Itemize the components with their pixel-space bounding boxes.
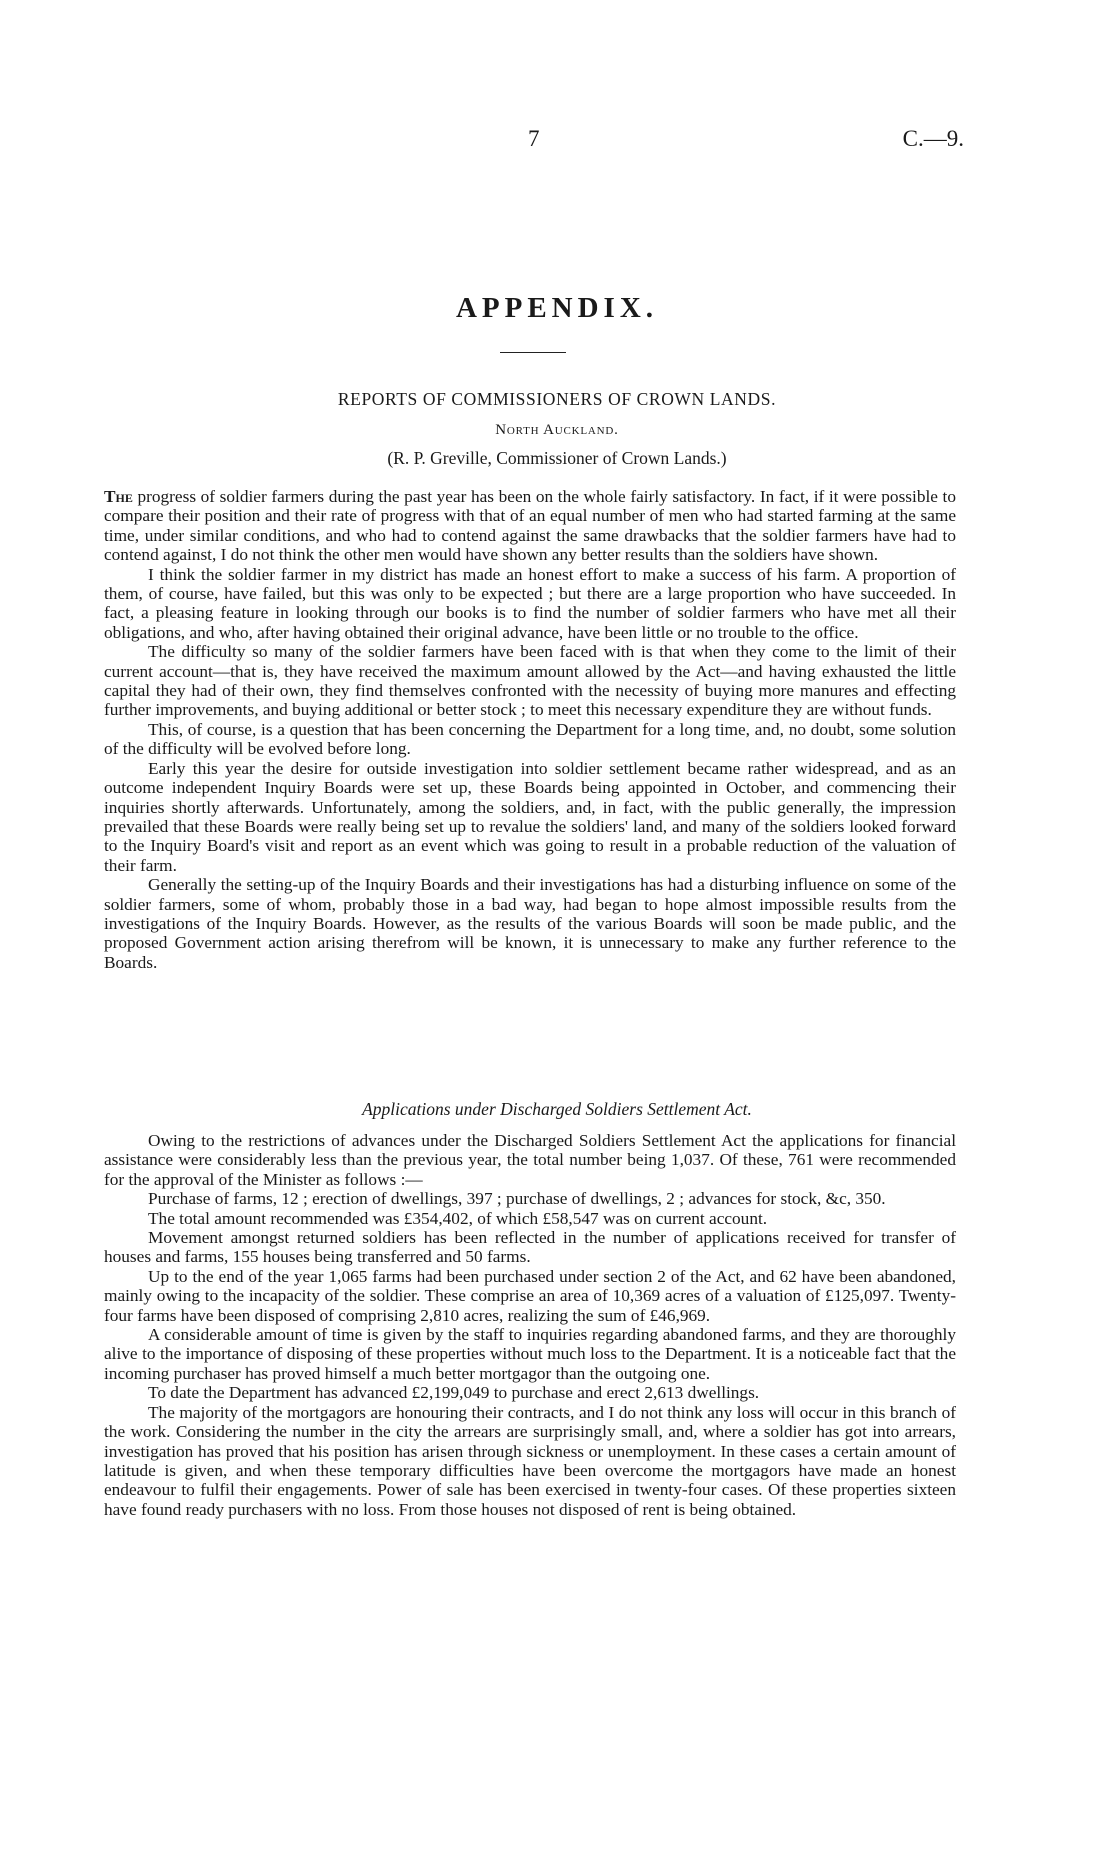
commissioner-line: (R. P. Greville, Commissioner of Crown Lands.) [387, 448, 727, 468]
paragraph: Purchase of farms, 12 ; erection of dwellings, 397 ; purchase of dwellings, 2 ; advances for stock, &c, 350. [148, 1189, 886, 1209]
paragraph: Early this year the desire for outside investigation into soldier settlement became rather widespread, and as an outcome independent Inquiry Boards were set up, these Boards being appointed in October, and commencing their inquiries shortly afterwards. Unfortunately, among the soldiers, and, in fact, with the public generally, the impression prevailed that these Boards were really being set up to revalue the soldiers' land, and many of the soldiers looked forward to the Inquiry Board's visit and report as an event which was going to result in a probable reduction of the valuation of their farm. [104, 758, 956, 875]
paragraph: The majority of the mortgagors are honouring their contracts, and I do not think any loss will occur in this branch of the work. Considering the number in the city the arrears are surprisingly small, and, where a soldier has got into arrears, investigation has proved that his position has arisen through sickness or unemployment. In these cases a certain amount of latitude is given, and when these temporary difficulties have been overcome the mortgagors have made an honest endeavour to fulfil their engagements. Power of sale has been exercised in twenty-four cases. Of these properties sixteen have found ready purchasers with no loss. From those houses not disposed of rent is being obtained. [104, 1402, 956, 1519]
paragraph: I think the soldier farmer in my district has made an honest effort to make a success of his farm. A proportion of them, of course, have failed, but this was only to be expected ; but there are a large proportion who have succeeded. In fact, a pleasing feature in looking through our books is to find the number of soldier farmers who have met all their obligations, and who, after having obtained their original advance, have been little or no trouble to the office. [104, 564, 956, 642]
section-heading: Applications under Discharged Soldiers Settlement Act. [362, 1099, 752, 1119]
paragraph: To date the Department has advanced £2,199,049 to purchase and erect 2,613 dwellings. [148, 1383, 760, 1403]
page-number: 7 [528, 126, 540, 151]
paragraph-text: progress of soldier farmers during the past year has been on the whole fairly satisfactory. In fact, if it were possible to compare their position and their rate of progress with that of an equal number of men who had started farming at the same time, under similar conditions, and who had to contend against the same drawbacks that the soldier farmers have had to contend against, I do not think the other men would have shown any better results than the soldiers have shown. [104, 487, 956, 565]
title-divider [500, 352, 566, 353]
paragraph: Generally the setting-up of the Inquiry Boards and their investigations has had a disturbing influence on some of the soldier farmers, some of whom, probably those in a bad way, had began to hope almost impossible results from the investigations of the Inquiry Boards. However, as the results of the various Boards will soon be made public, and the proposed Government action arising therefrom will be known, it is unnecessary to make any further reference to the Boards. [104, 875, 956, 972]
paragraph [104, 487, 956, 565]
paragraph: Movement amongst returned soldiers has been reflected in the number of applications received for transfer of houses and farms, 155 houses being transferred and 50 farms. [104, 1228, 956, 1267]
paragraph: This, of course, is a question that has been concerning the Department for a long time, and, no doubt, some solution of the difficulty will be evolved before long. [104, 719, 956, 759]
document-reference: C.—9. [902, 126, 964, 151]
page-header [0, 126, 1114, 156]
paragraph-lead-word: The [104, 487, 133, 506]
intro-section [104, 487, 956, 972]
paragraph: The difficulty so many of the soldier farmers have been faced with is that when they come to the limit of their current account—that is, they have received the maximum amount allowed by the Act—and having exhausted the little capital they had of their own, they find themselves confronted with the necessity of buying more manures and effecting further improvements, and buying additional or better stock ; to meet this necessary expenditure they are without funds. [104, 642, 956, 720]
page-title: APPENDIX. [455, 292, 659, 324]
paragraph: The total amount recommended was £354,402, of which £58,547 was on current account. [148, 1208, 768, 1228]
paragraph: Owing to the restrictions of advances under the Discharged Soldiers Settlement Act the applications for financial assistance were considerably less than the previous year, the total number being 1,037. Of these, 761 were recommended for the approval of the Minister as follows :— [104, 1131, 956, 1189]
region-heading: North Auckland. [495, 422, 619, 438]
report-heading: REPORTS OF COMMISSIONERS OF CROWN LANDS. [337, 389, 777, 409]
paragraph: Up to the end of the year 1,065 farms had been purchased under section 2 of the Act, and 62 have been abandoned, mainly owing to the incapacity of the soldier. These comprise an area of 10,369 acres of a valuation of £125,097. Twenty-four farms have been disposed of comprising 2,810 acres, realizing the sum of £46,969. [104, 1266, 956, 1325]
paragraph: A considerable amount of time is given by the staff to inquiries regarding abandoned farms, and they are thoroughly alive to the importance of disposing of these properties without much loss to the Department. It is a noticeable fact that the incoming purchaser has proved himself a much better mortgagor than the outgoing one. [104, 1325, 956, 1383]
applications-section [104, 1131, 956, 1519]
